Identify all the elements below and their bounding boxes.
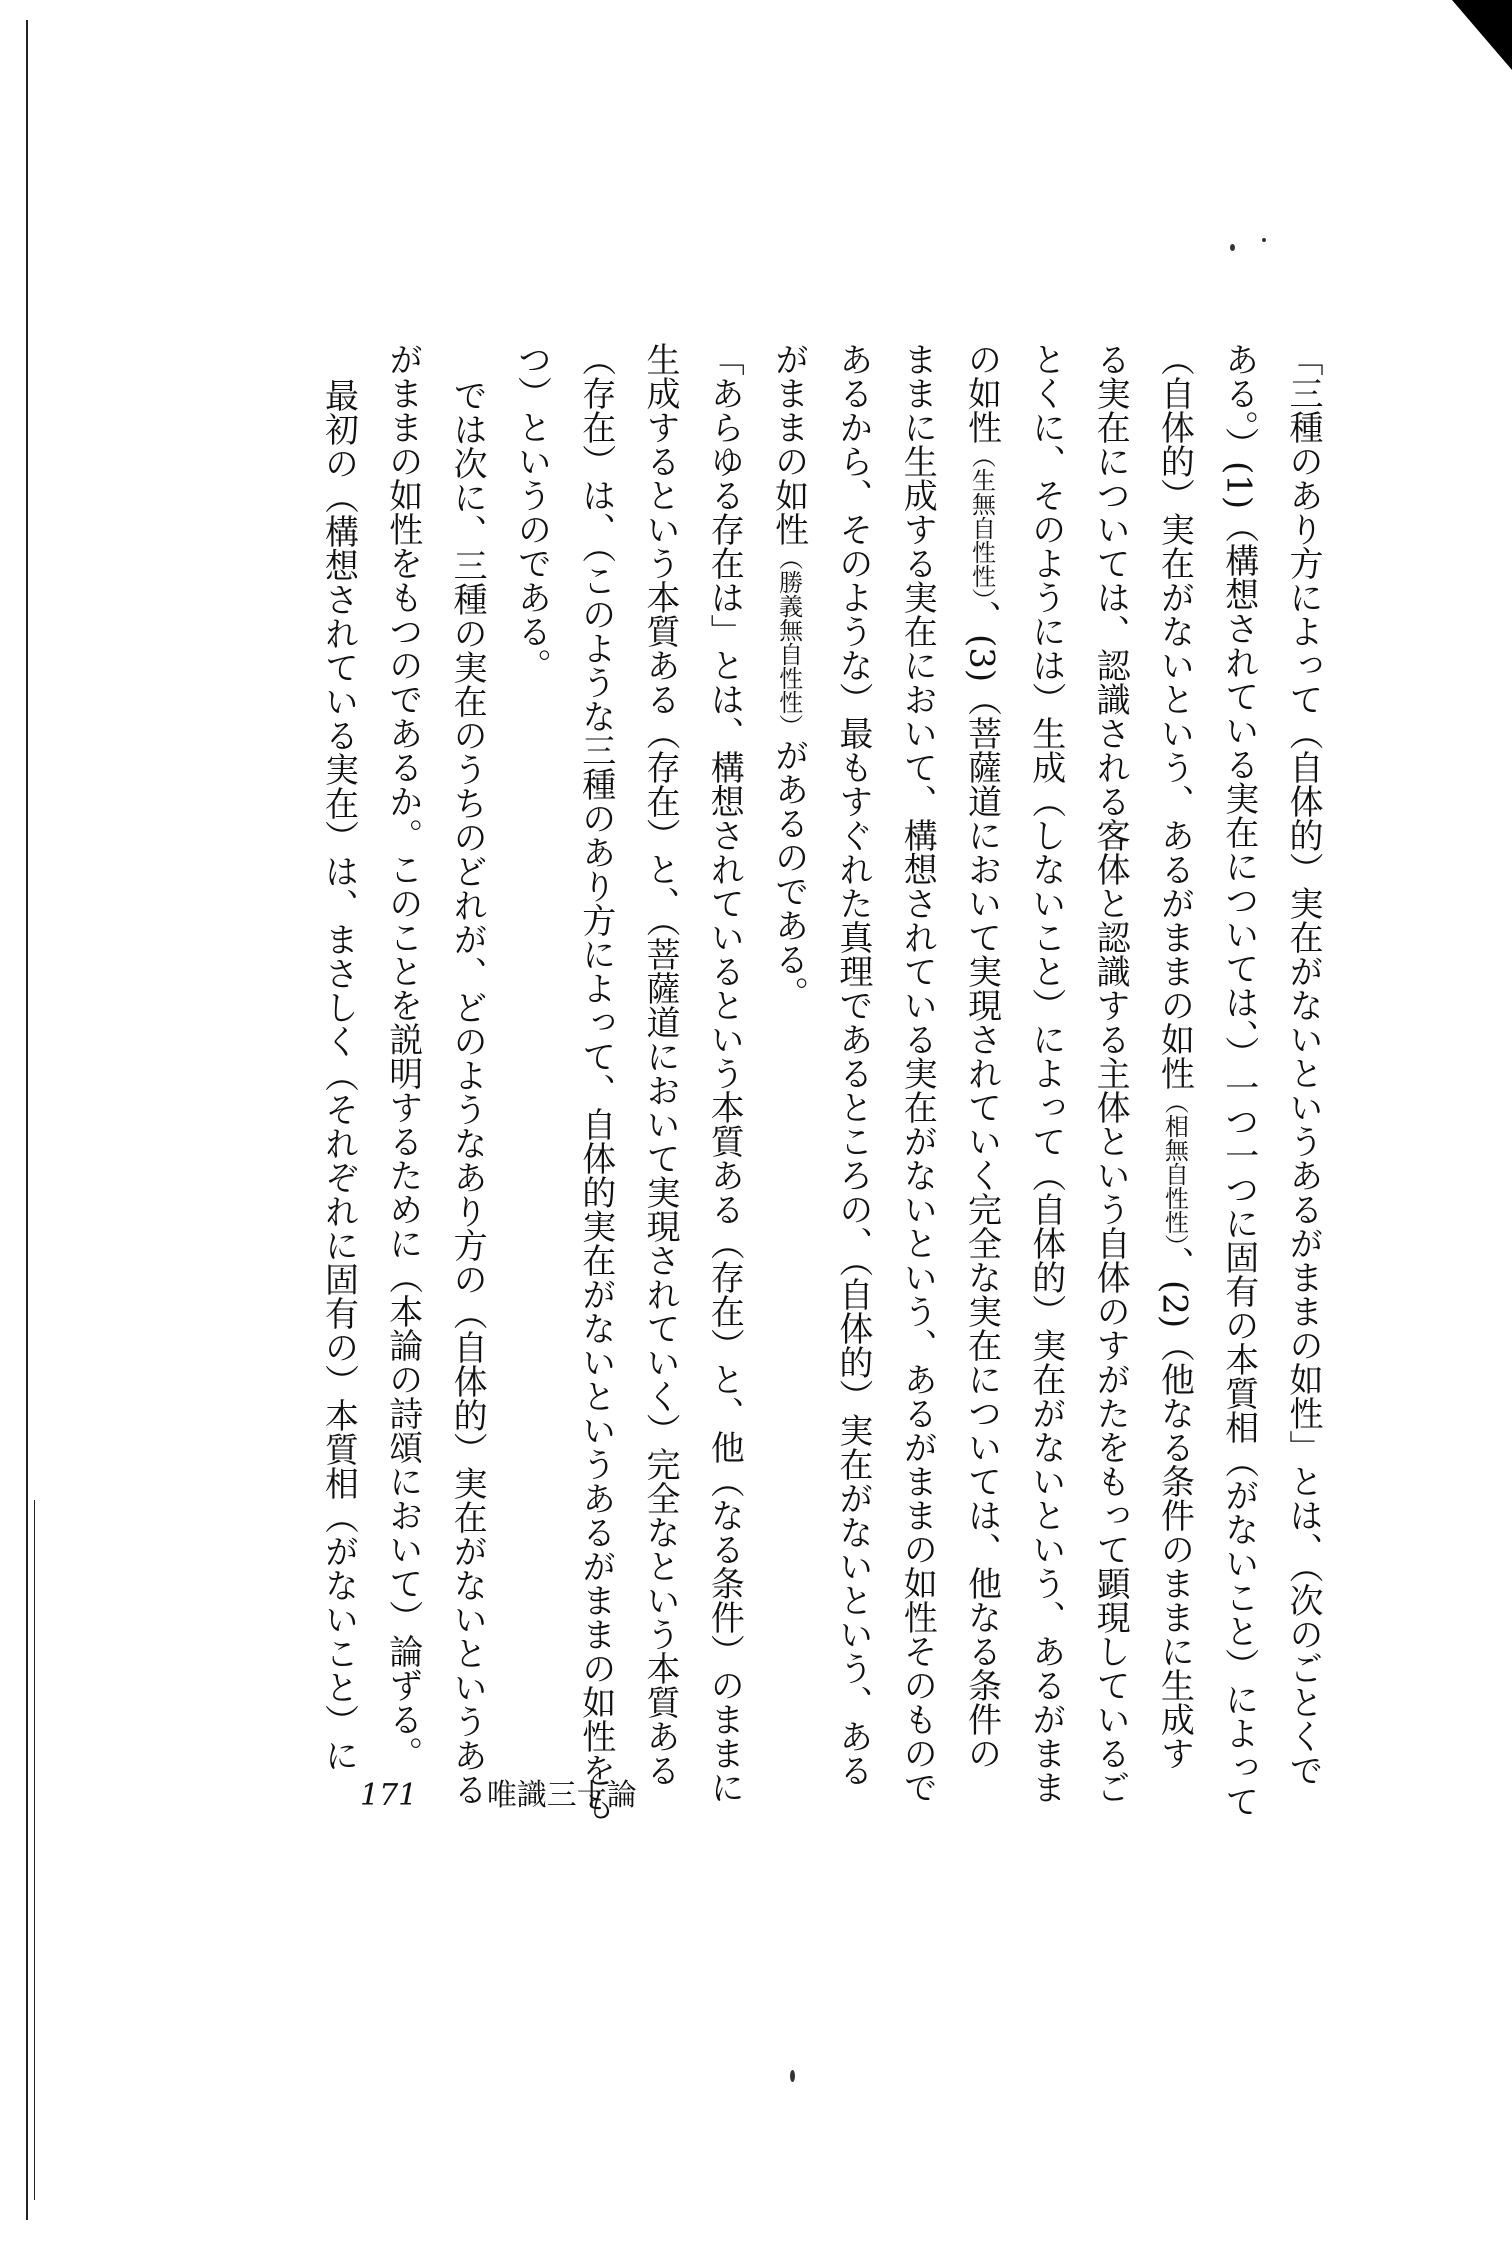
text-column <box>381 342 425 1770</box>
scan-edge-line <box>34 1500 35 2200</box>
body-text: あるから、そのような）最もすぐれた真理であるところの、（自体的）実在がないという、ある <box>832 342 873 1787</box>
body-text: があるのである。 <box>768 738 809 1010</box>
text-column <box>1152 342 1196 1771</box>
page-footer <box>360 1770 637 1814</box>
body-text: がままの如性をもつのであるか。このことを説明するために（本論の詩頌において）論ずる。 <box>382 342 423 1770</box>
body-text: （存在）は、（このような三種のあり方によって、自体的実在がないというあるがままの如性をも <box>575 342 616 1821</box>
scan-speck <box>1230 244 1235 251</box>
body-text: では次に、三種の実在のうちのどれが、どのようなあり方の（自体的）実在がないというある <box>447 378 488 1806</box>
scan-edge-line <box>26 20 28 2220</box>
annotation-text: （勝義無自性性） <box>774 546 803 738</box>
page-number: 171 <box>360 1778 418 1813</box>
text-column <box>445 342 489 1806</box>
body-text: 「三種のあり方によって（自体的）実在がないというあるがままの如性」とは、（次のごとくで <box>1283 342 1323 1787</box>
body-text: 生成するという本質ある（存在）と、（菩薩道において実現されていく）完全なという本質ある <box>640 342 680 1787</box>
text-column <box>638 342 682 1787</box>
body-text: 「あらゆる存在は」とは、構想されているという本質ある（存在）と、他（なる条件）のままに <box>704 342 745 1804</box>
body-text: つ）というのである。 <box>511 342 552 682</box>
scan-speck <box>1262 238 1266 242</box>
text-column <box>960 342 1004 1771</box>
body-text: る実在については、認識される客体と認識する主体という自体のすがたをもって顕現しているご <box>1090 342 1131 1804</box>
text-column <box>509 342 553 1757</box>
text-column <box>767 342 811 1757</box>
text-column <box>1217 342 1261 1819</box>
annotation-text: （生無自性性） <box>967 444 996 600</box>
text-column <box>574 342 618 1821</box>
text-column <box>831 342 875 1787</box>
scan-corner-mark <box>1452 0 1512 70</box>
text-column <box>317 342 361 1772</box>
body-text: とくに、そのようには）生成（しないこと）によって（自体的）実在がないという、あるがまま <box>1025 342 1066 1804</box>
annotation-text: （相無自性性） <box>1160 1090 1189 1246</box>
body-text: 、(3)（菩薩道において実現されていく完全な実在については、他なる条件の <box>961 600 1002 1771</box>
body-text: がままの如性 <box>768 342 809 546</box>
text-column <box>1281 342 1325 1787</box>
text-column <box>1024 342 1068 1804</box>
running-title: 唯識三十論 <box>486 1778 637 1813</box>
scan-speck <box>790 2070 795 2082</box>
body-text: の如性 <box>961 342 1002 444</box>
text-column <box>702 342 746 1804</box>
body-text: ままに生成する実在において、構想されている実在がないという、あるがままの如性そのもので <box>897 342 938 1804</box>
body-text: （自体的）実在がないという、あるがままの如性 <box>1154 342 1195 1090</box>
body-text: 、(2)（他なる条件のままに生成す <box>1154 1246 1195 1771</box>
text-column <box>895 342 939 1804</box>
text-column <box>1088 342 1132 1804</box>
body-text: 最初の（構想されている実在）は、まさしく（それぞれに固有の）本質相（がないこと）に <box>318 378 359 1772</box>
body-text: ある。）(1)（構想されている実在については、）一つ一つに固有の本質相（がないこと）によって <box>1218 342 1259 1819</box>
